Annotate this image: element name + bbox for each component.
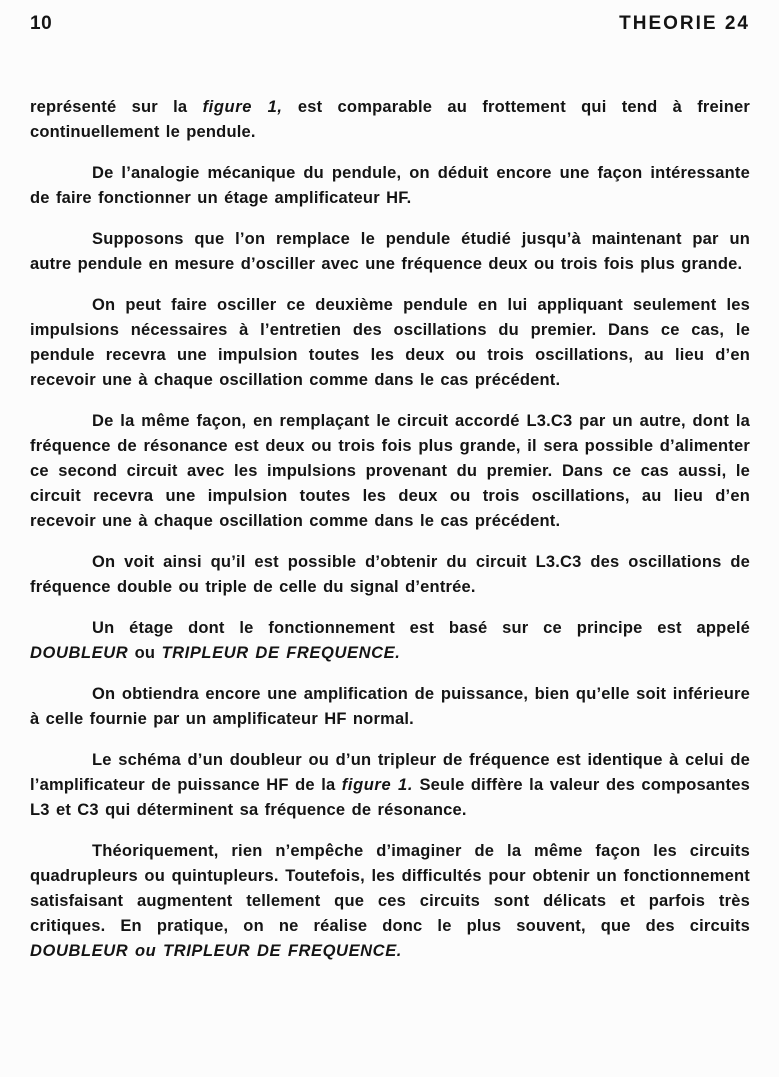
paragraph	[30, 227, 750, 277]
text-run: On peut faire osciller ce deuxième pendule en lui appliquant seulement les impulsions nécessaires à l’entretien des oscillations du premier. Dans ce cas, le pendule recevra une impulsion toutes les deux ou trois oscillations, au lieu d’en recevoir une à chaque oscillation comme dans le cas précédent.	[30, 296, 750, 389]
italic-text-run: DOUBLEUR	[30, 644, 129, 662]
paragraph	[30, 409, 750, 534]
document-title: THEORIE 24	[619, 13, 750, 34]
italic-text-run: TRIPLEUR DE FREQUENCE.	[161, 644, 401, 662]
paragraph	[30, 748, 750, 823]
text-run: Le schéma d’un doubleur ou d’un tripleur de fréquence est identique à celui de l’amplificateur de puissance HF de la	[30, 751, 750, 794]
text-run: De la même façon, en remplaçant le circuit accordé L3.C3 par un autre, dont la fréquence de résonance est deux ou trois fois plus grande, il sera possible d’alimenter ce second circuit avec les impulsions provenant du premier. Dans ce cas aussi, le circuit recevra une impulsion toutes les deux ou trois oscillations, au lieu d’en recevoir une à chaque oscillation comme dans le cas précédent.	[30, 412, 750, 530]
text-run: ou	[128, 644, 162, 662]
text-run: On obtiendra encore une amplification de puissance, bien qu’elle soit inférieure à celle fournie par un amplificateur HF normal.	[30, 685, 750, 728]
text-run: On voit ainsi qu’il est possible d’obtenir du circuit L3.C3 des oscillations de fréquence double ou triple de celle du signal d’entrée.	[30, 553, 750, 596]
text-run: Supposons que l’on remplace le pendule étudié jusqu’à maintenant par un autre pendule en mesure d’osciller avec une fréquence deux ou trois fois plus grande.	[30, 230, 750, 273]
italic-text-run: DOUBLEUR ou TRIPLEUR DE FREQUENCE.	[30, 942, 402, 960]
italic-text-run: figure 1.	[341, 776, 414, 794]
paragraph	[30, 682, 750, 732]
text-run: De l’analogie mécanique du pendule, on déduit encore une façon intéressante de faire fonctionner un étage amplificateur HF.	[30, 164, 750, 207]
document-body	[30, 95, 750, 964]
text-run: Seule diffère la valeur des composantes L3 et C3 qui déterminent sa fréquence de résonance.	[30, 776, 750, 819]
paragraph	[30, 161, 750, 211]
paragraph	[30, 550, 750, 600]
paragraph	[30, 616, 750, 666]
text-run: représenté sur la	[30, 98, 203, 116]
text-run: Un étage dont le fonctionnement est basé sur ce principe est appelé	[92, 619, 750, 637]
page-header	[30, 13, 750, 35]
text-run: Théoriquement, rien n’empêche d’imaginer de la même façon les circuits quadrupleurs ou quintupleurs. Toutefois, les difficultés pour obtenir un fonctionnement satisfaisant augmentent tellement que ces circuits sont délicats et parfois très critiques. En pratique, on ne réalise donc le plus souvent, que des circuits	[30, 842, 750, 935]
text-run: est comparable au frottement qui tend à freiner continuellement le pendule.	[30, 98, 750, 141]
italic-text-run: figure 1,	[202, 98, 283, 116]
paragraph	[30, 293, 750, 393]
page-number: 10	[30, 13, 53, 34]
paragraph	[30, 95, 750, 145]
paragraph	[30, 839, 750, 964]
